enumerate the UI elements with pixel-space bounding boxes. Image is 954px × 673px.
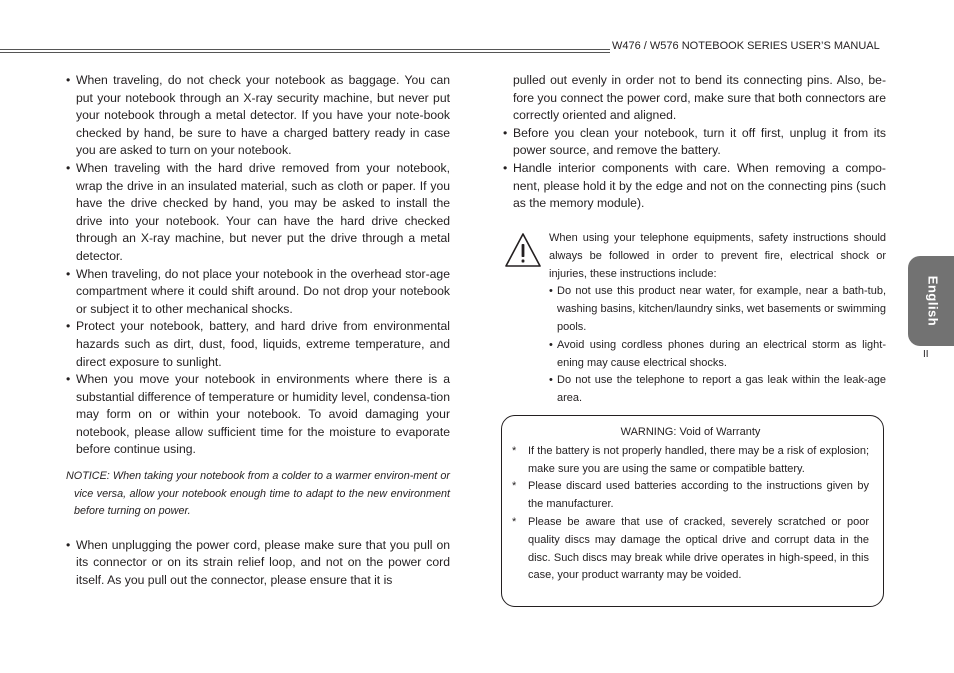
continued-paragraph: pulled out evenly in order not to bend its connecting pins. Also, be-fore you connect the power cord, make sure that both connectors are correctly oriented and aligned. xyxy=(513,73,886,123)
list-item: * Please discard used batteries according to the instructions given by the manufacturer. xyxy=(512,480,869,511)
telephone-safety-warning xyxy=(503,230,886,408)
page-number: II xyxy=(923,349,929,360)
list-item: • When you move your notebook in environments where there is a substantial difference of temperature or humidity level, condensa-tion may form on or within your notebook. To avoid damaging your notebook, please allow sufficient time for the moisture to evaporate before continue using. xyxy=(66,372,450,457)
language-tab-label: English xyxy=(925,275,941,327)
telephone-warning-list xyxy=(549,283,886,408)
list-item: • Do not use the telephone to report a gas leak within the leak-age area. xyxy=(549,374,886,405)
list-item: • When traveling with the hard drive removed from your notebook, wrap the drive in an insulated material, such as cloth or paper. If you have the drive checked by hand, you may be asked to install the drive into your notebook. Your can have the hard drive checked through an X-ray machine, but never put the drive through a metal detector. xyxy=(66,160,450,263)
language-tab xyxy=(908,256,954,346)
list-item: • When unplugging the power cord, please make sure that you pull on its connector or on its strain relief loop, and not on the power cord itself. As you pull out the connector, please ensure that it is xyxy=(66,537,450,588)
list-item: • Avoid using cordless phones during an electrical storm as light-ening may cause electrical shocks. xyxy=(549,338,886,369)
header-rule xyxy=(0,49,610,53)
left-column xyxy=(66,72,450,590)
warning-triangle-icon xyxy=(503,230,543,270)
list-item: • When traveling, do not place your notebook in the overhead stor-age compartment where it could shift around. Do not drop your notebook or subject it to other mechanical shocks. xyxy=(66,266,450,316)
list-item: * Please be aware that use of cracked, severely scratched or poor quality discs may damage the optical drive and corrupt data in the disc. Such discs may break while drive operates in high-speed, in this case, your product warranty may be voided. xyxy=(512,515,869,582)
warranty-title: WARNING: Void of Warranty xyxy=(620,426,761,438)
list-item: • Protect your notebook, battery, and hard drive from environmental hazards such as dirt, dust, food, liquids, extreme temperature, and direct exposure to sunlight. xyxy=(66,319,450,369)
right-column xyxy=(503,72,886,213)
page-header-title: W476 / W576 NOTEBOOK SERIES USER’S MANUAL xyxy=(612,40,880,52)
list-item: • Handle interior components with care. When removing a compo-nent, please hold it by the edge and not on the connecting pins (such as the memory module). xyxy=(503,160,886,211)
warranty-warning-box xyxy=(501,415,884,607)
telephone-warning-intro: When using your telephone equipments, safety instructions should always be followed in order to prevent fire, electrical shock or injuries, these instructions include: xyxy=(549,232,886,280)
notice-text: NOTICE: When taking your notebook from a colder to a warmer environ-ment or vice versa, allow your notebook enough time to adapt to the new environment before turning on power. xyxy=(66,470,450,518)
list-item: • When traveling, do not check your notebook as baggage. You can put your notebook through an X-ray security machine, but never put your notebook through a metal detector. If you have your note-book checked by hand, be sure to have a charged battery ready in case you are asked to turn on your notebook. xyxy=(66,73,450,158)
list-item: • Before you clean your notebook, turn it off first, unplug it from its power source, and remove the battery. xyxy=(503,125,886,158)
list-item: * If the battery is not properly handled, there may be a risk of explosion; make sure you are using the same or compatible battery. xyxy=(512,444,869,475)
list-item: • Do not use this product near water, for example, near a bath-tub, washing basins, kitchen/laundry sinks, wet basements or swimming pools. xyxy=(549,285,886,333)
